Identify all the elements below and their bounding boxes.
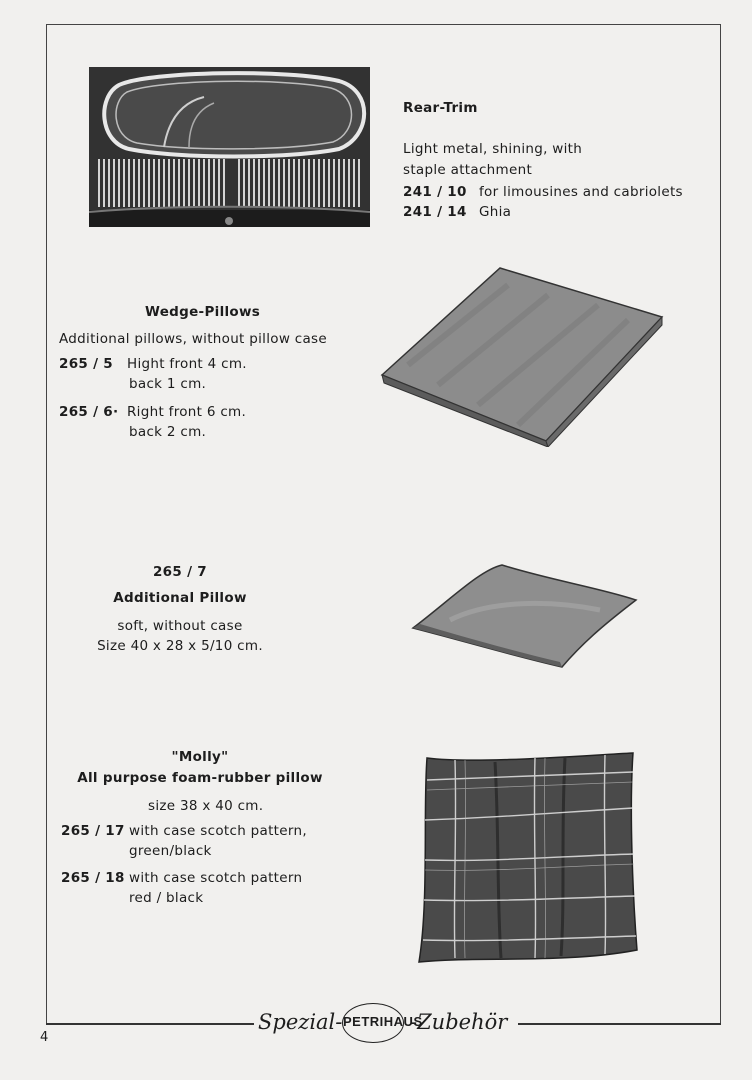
item-code: 265 / 18 bbox=[61, 870, 125, 886]
molly-item-line2: green/black bbox=[129, 843, 212, 859]
rear-trim-desc-line1: Light metal, shining, with bbox=[403, 141, 583, 157]
additional-pillow-image bbox=[410, 560, 640, 670]
molly-item-line2: red / black bbox=[129, 890, 204, 906]
molly-title: "Molly" bbox=[171, 749, 229, 765]
wedge-title: Wedge-Pillows bbox=[145, 304, 261, 320]
item-text: for limousines and cabriolets bbox=[479, 184, 683, 200]
item-code: 265 / 6· bbox=[59, 404, 119, 420]
additional-title: Additional Pillow bbox=[113, 590, 247, 606]
rear-trim-item bbox=[403, 202, 511, 222]
wedge-desc: Additional pillows, without pillow case bbox=[59, 331, 327, 347]
wedge-item-line2: back 2 cm. bbox=[129, 424, 207, 440]
molly-size: size 38 x 40 cm. bbox=[148, 798, 264, 814]
molly-pillow-image bbox=[415, 750, 640, 966]
footer-rule-right bbox=[518, 1023, 721, 1025]
wedge-pillow-image bbox=[378, 265, 666, 447]
molly-subtitle: All purpose foam-rubber pillow bbox=[77, 770, 323, 786]
rear-trim-item bbox=[403, 182, 683, 202]
item-text: Ghia bbox=[479, 204, 512, 220]
item-code: 265 / 5 bbox=[59, 356, 114, 372]
footer-brand-prefix: Spezial- bbox=[258, 1010, 343, 1034]
molly-item bbox=[61, 821, 307, 841]
rear-trim-image bbox=[89, 67, 370, 227]
item-line1: with case scotch pattern bbox=[129, 870, 303, 886]
item-code: 241 / 14 bbox=[403, 204, 467, 220]
additional-line2: Size 40 x 28 x 5/10 cm. bbox=[97, 638, 263, 654]
molly-item bbox=[61, 868, 302, 888]
wedge-item-line2: back 1 cm. bbox=[129, 376, 207, 392]
item-code: 265 / 17 bbox=[61, 823, 125, 839]
footer-brand-suffix: -Zubehör bbox=[410, 1010, 508, 1034]
additional-line1: soft, without case bbox=[117, 618, 243, 634]
rear-trim-title: Rear-Trim bbox=[403, 100, 478, 116]
footer-rule-left bbox=[46, 1023, 254, 1025]
wedge-item bbox=[59, 354, 247, 374]
item-line1: Right front 6 cm. bbox=[127, 404, 247, 420]
item-code: 241 / 10 bbox=[403, 184, 467, 200]
rear-trim-desc-line2: staple attachment bbox=[403, 162, 533, 178]
additional-code: 265 / 7 bbox=[152, 564, 207, 580]
page-number: 4 bbox=[40, 1030, 49, 1045]
item-line1: Hight front 4 cm. bbox=[127, 356, 247, 372]
wedge-item bbox=[59, 402, 246, 422]
footer-logo-text: PETRIHAUS bbox=[343, 1014, 423, 1029]
footer-brand-logo bbox=[342, 1003, 423, 1043]
item-line1: with case scotch pattern, bbox=[129, 823, 307, 839]
